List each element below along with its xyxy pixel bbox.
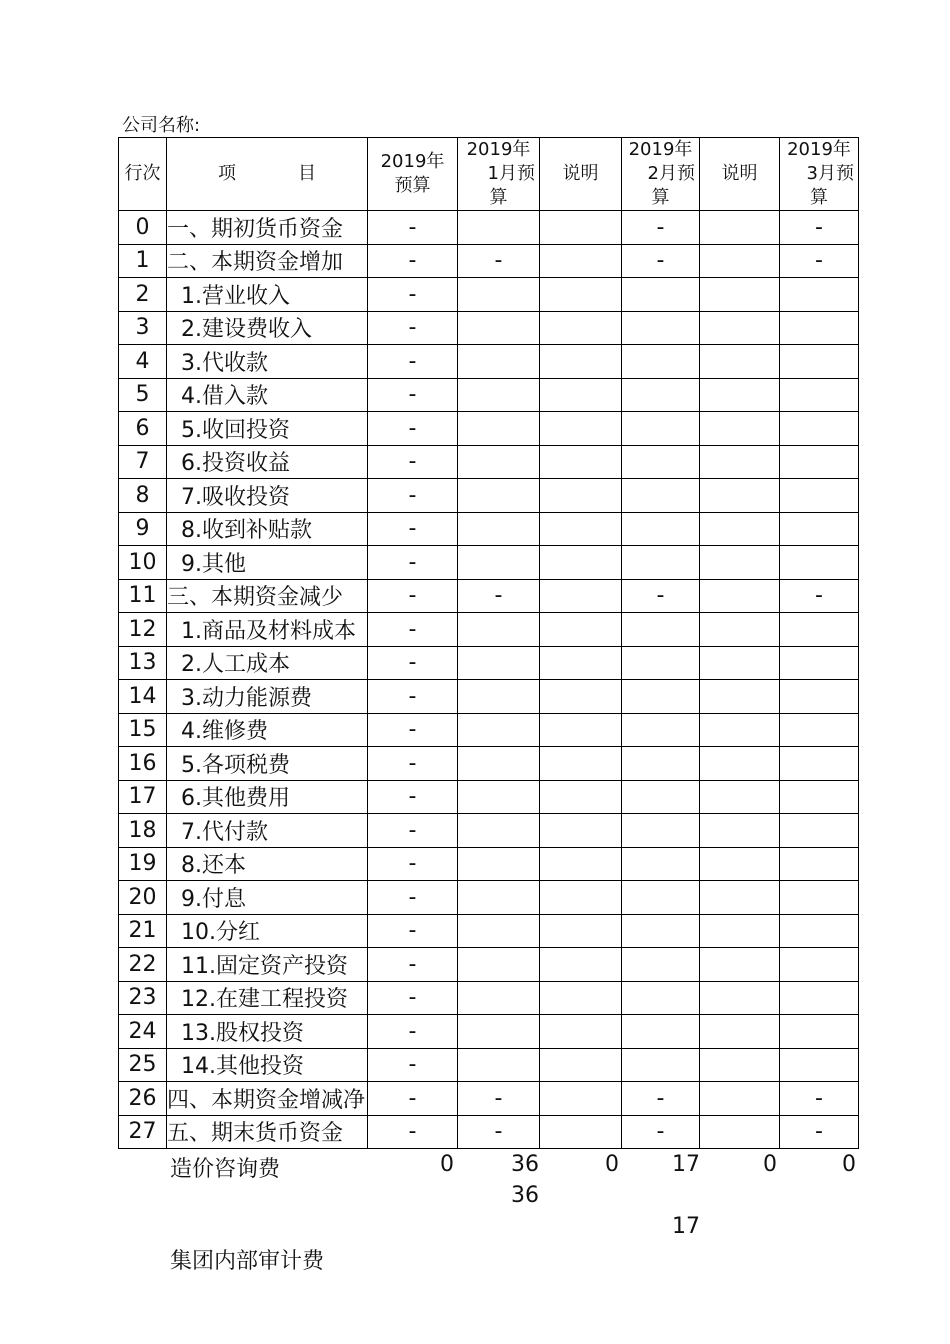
value-cell-annual: -: [368, 713, 458, 747]
value-cell-note2: [700, 914, 780, 948]
value-cell-annual: -: [368, 546, 458, 580]
value-cell-m2: [622, 847, 700, 881]
value-cell-m2: -: [622, 1115, 700, 1149]
value-cell-m1: [458, 1015, 540, 1049]
table-row: [119, 680, 859, 714]
row-number-cell: 6: [119, 412, 167, 446]
budget-table: [118, 137, 859, 1149]
value-cell-m2: [622, 646, 700, 680]
header-mar-budget: [780, 138, 859, 211]
value-cell-note1: [540, 881, 622, 915]
value-cell-m3: [780, 646, 859, 680]
row-number-cell: 11: [119, 579, 167, 613]
value-cell-m1: -: [458, 579, 540, 613]
header-annual-budget: [368, 138, 458, 211]
table-body: [119, 211, 859, 1149]
value-cell-note2: [700, 311, 780, 345]
row-number-cell: 17: [119, 780, 167, 814]
header-feb-line3: 算: [651, 187, 670, 208]
value-cell-m2: [622, 981, 700, 1015]
value-cell-m3: [780, 948, 859, 982]
value-cell-m3: [780, 546, 859, 580]
header-mar-line1: 2019年: [787, 139, 851, 160]
header-feb-line2: 2月预: [647, 163, 695, 184]
footer-label-audit-fee: 集团内部审计费: [170, 1249, 325, 1274]
header-jan-budget: [458, 138, 540, 211]
row-number-cell: 0: [119, 211, 167, 245]
value-cell-m2: [622, 345, 700, 379]
value-cell-m2: [622, 680, 700, 714]
table-row: [119, 780, 859, 814]
footer-value-note2: 0: [763, 1152, 777, 1177]
header-mar-line2: 3月预: [806, 163, 854, 184]
row-number-cell: 21: [119, 914, 167, 948]
value-cell-m2: [622, 713, 700, 747]
header-mar-line3: 算: [810, 187, 828, 208]
header-jan-line1: 2019年: [466, 139, 531, 160]
value-cell-m3: [780, 914, 859, 948]
value-cell-m2: -: [622, 244, 700, 278]
value-cell-note2: [700, 981, 780, 1015]
value-cell-annual: -: [368, 780, 458, 814]
value-cell-annual: -: [368, 345, 458, 379]
value-cell-m3: -: [780, 579, 859, 613]
table-row: [119, 211, 859, 245]
table-row: [119, 345, 859, 379]
value-cell-m1: [458, 1048, 540, 1082]
row-number-cell: 2: [119, 278, 167, 312]
table-row: [119, 713, 859, 747]
value-cell-m3: [780, 981, 859, 1015]
value-cell-m1: [458, 345, 540, 379]
table-row: [119, 747, 859, 781]
table-row: [119, 546, 859, 580]
row-number-cell: 13: [119, 646, 167, 680]
value-cell-m1: [458, 680, 540, 714]
table-row: [119, 378, 859, 412]
table-row: [119, 1015, 859, 1049]
value-cell-m1: -: [458, 244, 540, 278]
value-cell-annual: -: [368, 646, 458, 680]
header-item: [167, 138, 368, 211]
value-cell-annual: -: [368, 1015, 458, 1049]
table-row: [119, 646, 859, 680]
value-cell-m1: [458, 378, 540, 412]
table-row: [119, 881, 859, 915]
value-cell-note2: [700, 1015, 780, 1049]
value-cell-note2: [700, 378, 780, 412]
table-row: [119, 1082, 859, 1116]
value-cell-m1: [458, 479, 540, 513]
item-name-cell: 3.代收款: [167, 345, 368, 379]
value-cell-m1: [458, 412, 540, 446]
value-cell-note2: [700, 479, 780, 513]
value-cell-note1: [540, 713, 622, 747]
value-cell-m3: [780, 479, 859, 513]
value-cell-note1: [540, 445, 622, 479]
value-cell-m2: [622, 445, 700, 479]
table-row: [119, 613, 859, 647]
value-cell-annual: -: [368, 914, 458, 948]
item-name-cell: 6.投资收益: [167, 445, 368, 479]
footer-value-jan: 36: [511, 1152, 539, 1177]
item-name-cell: 4.借入款: [167, 378, 368, 412]
table-row: [119, 948, 859, 982]
value-cell-m2: -: [622, 1082, 700, 1116]
item-name-cell: 四、本期资金增减净: [167, 1082, 368, 1116]
value-cell-note2: [700, 345, 780, 379]
value-cell-m1: [458, 211, 540, 245]
row-number-cell: 23: [119, 981, 167, 1015]
value-cell-note2: [700, 579, 780, 613]
value-cell-note2: [700, 1048, 780, 1082]
value-cell-note2: [700, 646, 780, 680]
item-name-cell: 5.各项税费: [167, 747, 368, 781]
value-cell-m2: [622, 378, 700, 412]
row-number-cell: 22: [119, 948, 167, 982]
footer-value-note1: 0: [605, 1152, 619, 1177]
item-name-cell: 2.人工成本: [167, 646, 368, 680]
item-name-cell: 7.吸收投资: [167, 479, 368, 513]
value-cell-note2: [700, 244, 780, 278]
table-row: [119, 311, 859, 345]
value-cell-m2: [622, 747, 700, 781]
header-feb-budget: [622, 138, 700, 211]
table-row: [119, 445, 859, 479]
header-jan-line2: 1月预: [487, 163, 535, 184]
value-cell-m1: [458, 981, 540, 1015]
value-cell-m3: [780, 1048, 859, 1082]
row-number-cell: 24: [119, 1015, 167, 1049]
value-cell-m1: -: [458, 1082, 540, 1116]
value-cell-m3: [780, 713, 859, 747]
row-number-cell: 7: [119, 445, 167, 479]
value-cell-note2: [700, 747, 780, 781]
value-cell-note1: [540, 948, 622, 982]
row-number-cell: 10: [119, 546, 167, 580]
value-cell-note1: [540, 278, 622, 312]
value-cell-m2: [622, 613, 700, 647]
value-cell-m3: [780, 747, 859, 781]
value-cell-m1: [458, 713, 540, 747]
value-cell-annual: -: [368, 244, 458, 278]
value-cell-note2: [700, 1115, 780, 1149]
value-cell-m3: [780, 412, 859, 446]
value-cell-note2: [700, 1082, 780, 1116]
value-cell-note1: [540, 512, 622, 546]
value-cell-m1: [458, 780, 540, 814]
row-number-cell: 5: [119, 378, 167, 412]
table-row: [119, 479, 859, 513]
header-annual-line2: 预算: [394, 175, 431, 196]
value-cell-m1: [458, 881, 540, 915]
company-name-label: 公司名称:: [122, 115, 201, 136]
table-row: [119, 278, 859, 312]
footer-extra-value-1: 36: [511, 1183, 539, 1208]
value-cell-m2: [622, 1048, 700, 1082]
value-cell-m2: -: [622, 211, 700, 245]
item-name-cell: 9.其他: [167, 546, 368, 580]
header-note-1: 说明: [540, 138, 622, 211]
value-cell-note2: [700, 948, 780, 982]
value-cell-m1: [458, 546, 540, 580]
value-cell-m2: [622, 278, 700, 312]
table-row: [119, 244, 859, 278]
item-name-cell: 三、本期资金减少: [167, 579, 368, 613]
table-row: [119, 1048, 859, 1082]
value-cell-m2: [622, 881, 700, 915]
value-cell-note2: [700, 713, 780, 747]
value-cell-annual: -: [368, 378, 458, 412]
item-name-cell: 一、期初货币资金: [167, 211, 368, 245]
value-cell-m3: -: [780, 211, 859, 245]
item-name-cell: 6.其他费用: [167, 780, 368, 814]
value-cell-annual: -: [368, 278, 458, 312]
value-cell-m2: [622, 546, 700, 580]
row-number-cell: 16: [119, 747, 167, 781]
value-cell-m1: [458, 445, 540, 479]
value-cell-m3: [780, 680, 859, 714]
value-cell-note2: [700, 780, 780, 814]
table-header-row: [119, 138, 859, 211]
value-cell-m1: [458, 747, 540, 781]
table-row: [119, 847, 859, 881]
item-name-cell: 7.代付款: [167, 814, 368, 848]
value-cell-m3: [780, 814, 859, 848]
value-cell-annual: -: [368, 1048, 458, 1082]
row-number-cell: 12: [119, 613, 167, 647]
value-cell-note1: [540, 211, 622, 245]
value-cell-m1: [458, 814, 540, 848]
value-cell-annual: -: [368, 814, 458, 848]
value-cell-annual: -: [368, 881, 458, 915]
value-cell-annual: -: [368, 479, 458, 513]
item-name-cell: 8.收到补贴款: [167, 512, 368, 546]
value-cell-m3: -: [780, 244, 859, 278]
value-cell-m1: [458, 613, 540, 647]
value-cell-note1: [540, 345, 622, 379]
value-cell-note1: [540, 981, 622, 1015]
footer-value-mar: 0: [842, 1152, 856, 1177]
value-cell-m3: [780, 345, 859, 379]
value-cell-m1: [458, 278, 540, 312]
table-row: [119, 981, 859, 1015]
value-cell-m2: [622, 1015, 700, 1049]
value-cell-note1: [540, 1115, 622, 1149]
value-cell-m3: [780, 311, 859, 345]
value-cell-note2: [700, 814, 780, 848]
value-cell-note1: [540, 1015, 622, 1049]
value-cell-annual: -: [368, 680, 458, 714]
value-cell-annual: -: [368, 1082, 458, 1116]
table-row: [119, 814, 859, 848]
value-cell-m2: [622, 780, 700, 814]
row-number-cell: 8: [119, 479, 167, 513]
value-cell-m3: [780, 847, 859, 881]
value-cell-note1: [540, 747, 622, 781]
value-cell-note1: [540, 244, 622, 278]
value-cell-annual: -: [368, 579, 458, 613]
value-cell-note1: [540, 780, 622, 814]
header-item-a: 项: [218, 163, 236, 184]
value-cell-m1: -: [458, 1115, 540, 1149]
value-cell-note1: [540, 914, 622, 948]
row-number-cell: 14: [119, 680, 167, 714]
value-cell-m2: -: [622, 579, 700, 613]
value-cell-note1: [540, 579, 622, 613]
footer-value-feb: 17: [672, 1152, 700, 1177]
value-cell-note2: [700, 512, 780, 546]
item-name-cell: 4.维修费: [167, 713, 368, 747]
value-cell-annual: -: [368, 613, 458, 647]
item-name-cell: 11.固定资产投资: [167, 948, 368, 982]
row-number-cell: 26: [119, 1082, 167, 1116]
table-row: [119, 512, 859, 546]
header-annual-line1: 2019年: [380, 151, 445, 172]
item-name-cell: 12.在建工程投资: [167, 981, 368, 1015]
value-cell-m3: [780, 278, 859, 312]
value-cell-note1: [540, 613, 622, 647]
value-cell-m3: [780, 512, 859, 546]
value-cell-annual: -: [368, 311, 458, 345]
item-name-cell: 五、期末货币资金: [167, 1115, 368, 1149]
value-cell-m2: [622, 948, 700, 982]
value-cell-m1: [458, 948, 540, 982]
row-number-cell: 20: [119, 881, 167, 915]
value-cell-m3: [780, 445, 859, 479]
value-cell-note1: [540, 814, 622, 848]
row-number-cell: 18: [119, 814, 167, 848]
value-cell-note2: [700, 680, 780, 714]
value-cell-m1: [458, 311, 540, 345]
item-name-cell: 1.营业收入: [167, 278, 368, 312]
item-name-cell: 5.收回投资: [167, 412, 368, 446]
item-name-cell: 13.股权投资: [167, 1015, 368, 1049]
row-number-cell: 25: [119, 1048, 167, 1082]
value-cell-m2: [622, 814, 700, 848]
value-cell-note1: [540, 646, 622, 680]
value-cell-m1: [458, 512, 540, 546]
value-cell-note2: [700, 445, 780, 479]
value-cell-m1: [458, 646, 540, 680]
row-number-cell: 19: [119, 847, 167, 881]
item-name-cell: 10.分红: [167, 914, 368, 948]
item-name-cell: 2.建设费收入: [167, 311, 368, 345]
value-cell-note2: [700, 847, 780, 881]
value-cell-m2: [622, 479, 700, 513]
value-cell-note2: [700, 881, 780, 915]
value-cell-annual: -: [368, 981, 458, 1015]
value-cell-note2: [700, 546, 780, 580]
value-cell-note1: [540, 546, 622, 580]
value-cell-m1: [458, 914, 540, 948]
header-jan-line3: 算: [489, 187, 508, 208]
value-cell-note1: [540, 1082, 622, 1116]
footer-label-consulting-fee: 造价咨询费: [170, 1157, 281, 1182]
value-cell-m2: [622, 311, 700, 345]
value-cell-annual: -: [368, 1115, 458, 1149]
value-cell-note2: [700, 412, 780, 446]
value-cell-annual: -: [368, 445, 458, 479]
value-cell-note1: [540, 311, 622, 345]
item-name-cell: 9.付息: [167, 881, 368, 915]
value-cell-note1: [540, 412, 622, 446]
value-cell-annual: -: [368, 948, 458, 982]
item-name-cell: 14.其他投资: [167, 1048, 368, 1082]
row-number-cell: 27: [119, 1115, 167, 1149]
value-cell-annual: -: [368, 512, 458, 546]
row-number-cell: 15: [119, 713, 167, 747]
value-cell-m1: [458, 847, 540, 881]
value-cell-note2: [700, 211, 780, 245]
row-number-cell: 1: [119, 244, 167, 278]
table-row: [119, 1115, 859, 1149]
row-number-cell: 4: [119, 345, 167, 379]
footer-extra-value-2: 17: [672, 1214, 700, 1239]
value-cell-m3: [780, 613, 859, 647]
value-cell-m3: [780, 378, 859, 412]
value-cell-m3: -: [780, 1115, 859, 1149]
value-cell-note2: [700, 613, 780, 647]
value-cell-m3: [780, 780, 859, 814]
footer-value-annual: 0: [440, 1152, 454, 1177]
value-cell-note1: [540, 680, 622, 714]
item-name-cell: 8.还本: [167, 847, 368, 881]
row-number-cell: 3: [119, 311, 167, 345]
value-cell-annual: -: [368, 412, 458, 446]
item-name-cell: 1.商品及材料成本: [167, 613, 368, 647]
value-cell-note1: [540, 479, 622, 513]
header-feb-line1: 2019年: [628, 139, 693, 160]
item-name-cell: 3.动力能源费: [167, 680, 368, 714]
table-row: [119, 914, 859, 948]
item-name-cell: 二、本期资金增加: [167, 244, 368, 278]
value-cell-note1: [540, 378, 622, 412]
value-cell-annual: -: [368, 847, 458, 881]
value-cell-annual: -: [368, 747, 458, 781]
value-cell-note2: [700, 278, 780, 312]
value-cell-m3: [780, 881, 859, 915]
header-note-2: 说明: [700, 138, 780, 211]
value-cell-annual: -: [368, 211, 458, 245]
header-row-no: 行次: [119, 138, 167, 211]
value-cell-m2: [622, 412, 700, 446]
row-number-cell: 9: [119, 512, 167, 546]
value-cell-m2: [622, 512, 700, 546]
value-cell-note1: [540, 1048, 622, 1082]
table-row: [119, 579, 859, 613]
value-cell-m2: [622, 914, 700, 948]
value-cell-m3: [780, 1015, 859, 1049]
header-item-b: 目: [298, 163, 316, 184]
table-row: [119, 412, 859, 446]
value-cell-note1: [540, 847, 622, 881]
value-cell-m3: -: [780, 1082, 859, 1116]
